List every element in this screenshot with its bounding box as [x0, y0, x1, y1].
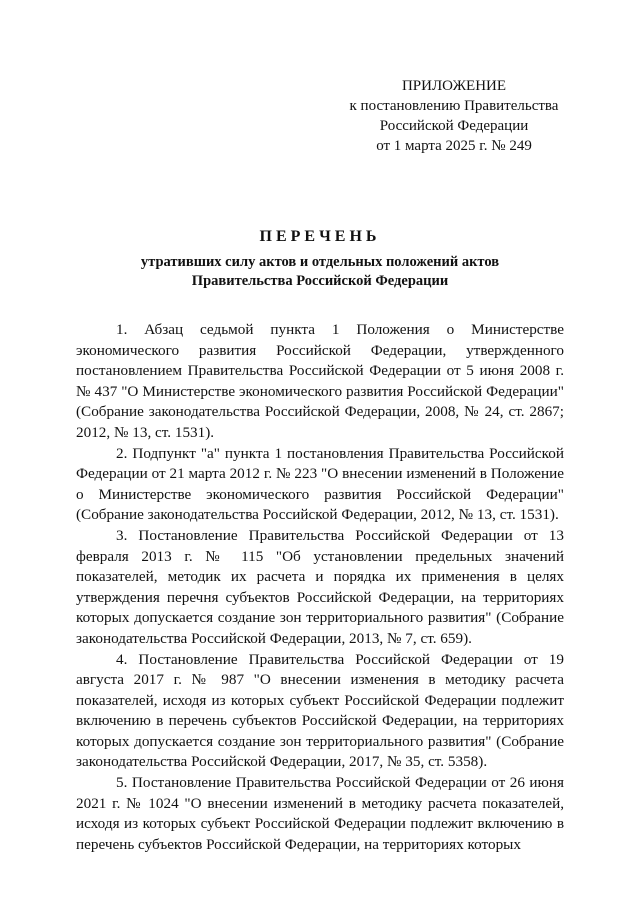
acts-list	[76, 320, 564, 855]
appendix-block	[348, 76, 560, 156]
list-item-4: 4. Постановление Правительства Российской Федерации от 19 августа 2017 г. № 987 "О внесении изменения в методику расчета показателей, исходя из которых субъект Российской Федерации подлежит включению в перечень субъектов Российской Федерации, на территориях которых допускается создание зон территориального развития" (Собрание законодательства Российской Федерации, 2017, № 35, ст. 5358).	[76, 650, 564, 771]
document-title: ПЕРЕЧЕНЬ	[259, 228, 381, 245]
list-item-1: 1. Абзац седьмой пункта 1 Положения о Министерстве экономического развития Российской Федерации, утвержденного постановлением Правительства Российской Федерации от 5 июня 2008 г. № 437 "О Министерстве экономического развития Российской Федерации" (Собрание законодательства Российской Федерации, 2008, № 24, ст. 2867; 2012, № 13, ст. 1531).	[76, 321, 564, 441]
appendix-heading: ПРИЛОЖЕНИЕ	[401, 78, 507, 94]
appendix-authority: Российской Федерации	[379, 118, 529, 134]
appendix-reference: к постановлению Правительства	[349, 98, 559, 114]
document-subtitle	[0, 253, 640, 291]
appendix-date: от 1 марта 2025 г. № 249	[376, 138, 532, 154]
list-item-3: 3. Постановление Правительства Российской Федерации от 13 февраля 2013 г. № 115 "Об установлении предельных значений показателей, методик их расчета и порядка их применения в целях утверждения перечня субъектов Российской Федерации, на территориях которых допускается создание зон территориального развития" (Собрание законодательства Российской Федерации, 2013, № 7, ст. 659).	[76, 526, 564, 647]
subtitle-line-2: Правительства Российской Федерации	[191, 273, 449, 289]
list-item-2: 2. Подпункт "а" пункта 1 постановления Правительства Российской Федерации от 21 марта 2012 г. № 223 "О внесении изменений в Положение о Министерстве экономического развития Российской Федерации" (Собрание законодательства Российской Федерации, 2012, № 13, ст. 1531).	[76, 444, 564, 524]
subtitle-line-1: утративших силу актов и отдельных положений актов	[140, 254, 500, 270]
list-item-5: 5. Постановление Правительства Российской Федерации от 26 июня 2021 г. № 1024 "О внесении изменений в методику расчета показателей, исходя из которых субъект Российской Федерации подлежит включению в перечень субъектов Российской Федерации, на территориях которых	[76, 774, 564, 853]
